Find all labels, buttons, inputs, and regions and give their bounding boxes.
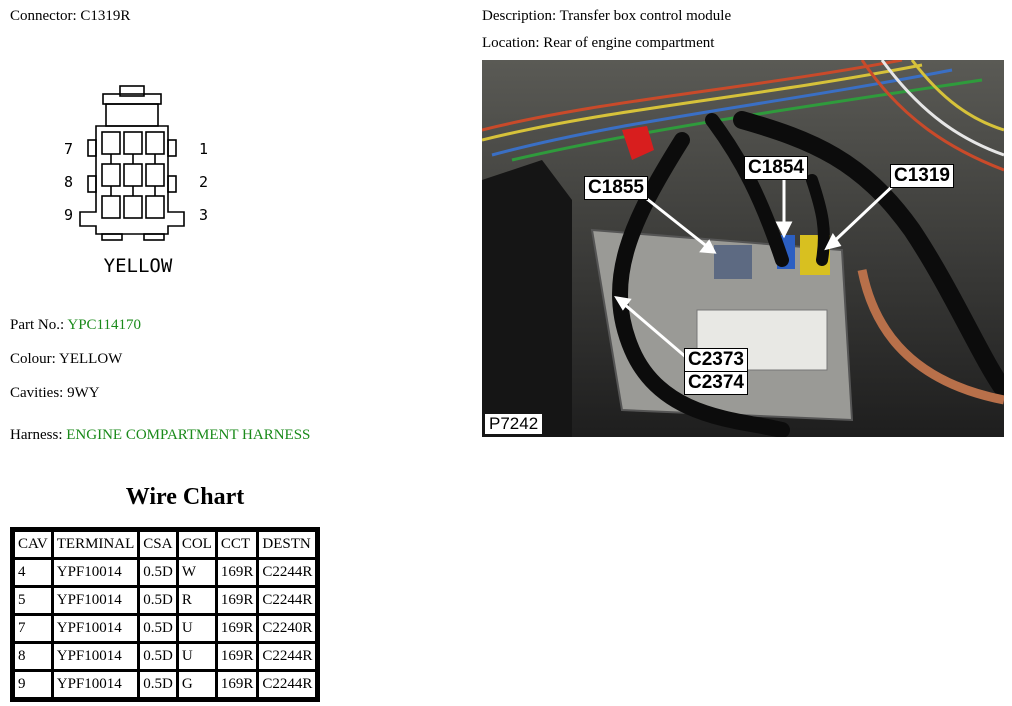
cell-cct: 169R xyxy=(218,672,257,697)
header-destn: DESTN xyxy=(259,532,315,557)
part-number-link[interactable]: YPC114170 xyxy=(67,317,141,333)
cell-destn: C2244R xyxy=(259,672,315,697)
cell-cct: 169R xyxy=(218,644,257,669)
callout-c2373: C2373 xyxy=(684,348,748,372)
cell-cct: 169R xyxy=(218,616,257,641)
table-row xyxy=(15,616,315,641)
harness-link[interactable]: ENGINE COMPARTMENT HARNESS xyxy=(66,427,311,443)
table-row xyxy=(15,560,315,585)
callout-c1319: C1319 xyxy=(890,164,954,188)
header-csa: CSA xyxy=(140,532,176,557)
cell-col: R xyxy=(179,588,215,613)
cell-csa: 0.5D xyxy=(140,588,176,613)
connector-face-diagram xyxy=(58,84,218,284)
cell-csa: 0.5D xyxy=(140,672,176,697)
cell-terminal: YPF10014 xyxy=(54,672,138,697)
part-number-label: Part No.: xyxy=(10,317,68,333)
table-row xyxy=(15,672,315,697)
cell-cav: 5 xyxy=(15,588,51,613)
location-label: Location: Rear of engine compartment xyxy=(482,35,715,51)
cell-cav: 8 xyxy=(15,644,51,669)
callout-c2374: C2374 xyxy=(684,371,748,395)
cavities-detail: Cavities: 9WY xyxy=(10,385,100,401)
pin-label-2: 2 xyxy=(199,173,209,191)
pin-label-8: 8 xyxy=(64,173,74,191)
cell-csa: 0.5D xyxy=(140,644,176,669)
cell-cct: 169R xyxy=(218,560,257,585)
cell-cav: 7 xyxy=(15,616,51,641)
table-header-row xyxy=(15,532,315,557)
pin-label-3: 3 xyxy=(199,206,209,224)
photo-reference: P7242 xyxy=(485,414,542,434)
harness-label: Harness: xyxy=(10,427,67,443)
cell-cav: 9 xyxy=(15,672,51,697)
callout-c1855: C1855 xyxy=(584,176,648,200)
cell-col: G xyxy=(179,672,215,697)
cell-csa: 0.5D xyxy=(140,616,176,641)
header-cav: CAV xyxy=(15,532,51,557)
pin-label-1: 1 xyxy=(199,140,209,158)
harness xyxy=(10,426,310,444)
cell-terminal: YPF10014 xyxy=(54,560,138,585)
part-number xyxy=(10,316,141,334)
cell-cct: 169R xyxy=(218,588,257,613)
colour-detail: Colour: YELLOW xyxy=(10,351,123,367)
table-row xyxy=(15,588,315,613)
callout-c1854: C1854 xyxy=(744,156,808,180)
header-col: COL xyxy=(179,532,215,557)
cell-col: U xyxy=(179,644,215,669)
cell-terminal: YPF10014 xyxy=(54,616,138,641)
diagram-colour-label: YELLOW xyxy=(103,255,173,277)
cell-col: U xyxy=(179,616,215,641)
cell-cav: 4 xyxy=(15,560,51,585)
cell-csa: 0.5D xyxy=(140,560,176,585)
wire-chart-title: Wire Chart xyxy=(125,484,245,510)
header-cct: CCT xyxy=(218,532,257,557)
cell-destn: C2244R xyxy=(259,560,315,585)
table-row xyxy=(15,644,315,669)
connector-label: Connector: C1319R xyxy=(10,8,131,24)
cell-destn: C2240R xyxy=(259,616,315,641)
location-photo xyxy=(482,60,1004,437)
cell-terminal: YPF10014 xyxy=(54,644,138,669)
cell-destn: C2244R xyxy=(259,588,315,613)
wire-chart-table xyxy=(10,527,320,702)
cell-destn: C2244R xyxy=(259,644,315,669)
pin-label-9: 9 xyxy=(64,206,74,224)
pin-label-7: 7 xyxy=(64,140,74,158)
cell-col: W xyxy=(179,560,215,585)
description-label: Description: Transfer box control module xyxy=(482,8,732,24)
header-terminal: TERMINAL xyxy=(54,532,138,557)
cell-terminal: YPF10014 xyxy=(54,588,138,613)
